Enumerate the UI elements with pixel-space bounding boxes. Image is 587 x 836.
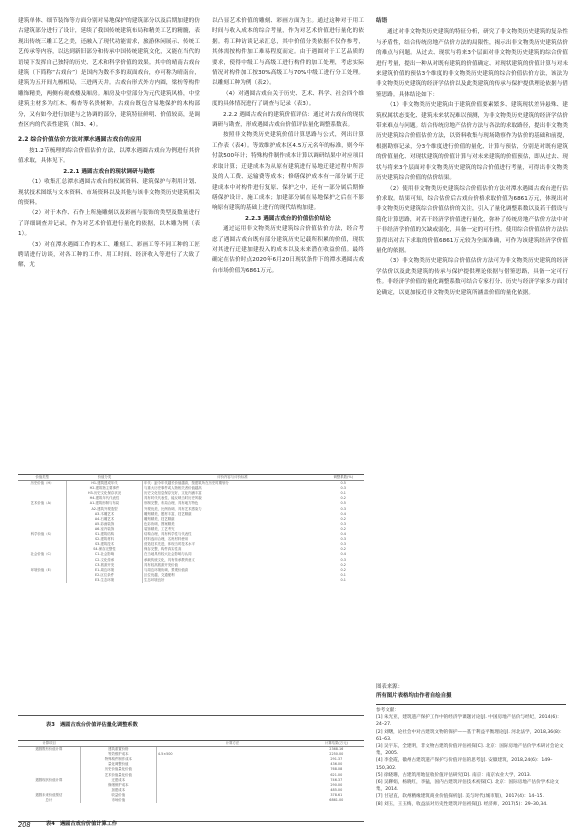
note-label: 图表来源：: [376, 684, 403, 690]
table-cell: 承载传统文化，具有传承教育意义: [144, 557, 195, 562]
table-cell: 0.4: [340, 552, 346, 557]
table-cell: 436.00: [330, 762, 343, 767]
table-4: [18, 740, 364, 822]
table-cell: H3-历史文化保存状况: [66, 491, 142, 496]
section-heading: 2.2 综合价值估价方法对潭水遇圆古戏台的应用: [18, 137, 142, 144]
table-cell: 遇圆现状价值计算: [18, 778, 80, 783]
table-3: [18, 474, 364, 716]
table-cell: C2-文化传承: [66, 558, 142, 563]
table-cell: 环境价值（E）: [18, 568, 66, 573]
table-cell: 具有较高旅游开发价值: [144, 562, 178, 567]
table-cell: 等效维护成本: [80, 752, 156, 757]
paragraph: （2）对于木作、石作上所施雕刻以及彩画与装饰的类型及数量进行了详细调查并记录，作为对艺术价值进行量化的依据，以木雕为例（表1）。: [18, 210, 200, 238]
table-cell: 0.5: [340, 481, 346, 486]
table-3-caption: 表3 遇圆古戏台价值评估量化调整系数: [46, 722, 138, 728]
subsection-heading: 2.2.3 遇圆古戏台的价值估价结论: [245, 215, 331, 222]
table-cell: E3-生态环境: [66, 578, 142, 583]
table-cell: 营造技术先进，体现当时技术水平: [144, 542, 195, 547]
paragraph: （1）收集汇总潭水遇圆古戏台的权属资料、建筑保护与利用计划、现状技术图纸与文本资料、市场资料以及其他与该非文物类历史建筑相关的资料。: [18, 179, 200, 206]
table-header: 计算结果(万元): [309, 741, 364, 747]
reference-item: [4] 李金霞，徽州古建筑遗产保护与价值评估的思考[J]. 安徽建筑，2018,24(6)：149–150,302.: [376, 758, 553, 771]
table-header: 计算项目: [18, 741, 80, 747]
paragraph: （1）非文物类历史建筑由于建筑价值要素繁多、建筑现状差异悬殊、建筑权属状态变化、建筑未来状况难以预测，为非文物类历史建筑的经济学估价带来难点与问题。结合传统房地产估价方法与各法的求取路径，提出非文物类历史建筑综合价值估价方法，以资料收集与现场勘察作为估价的基础和前提，根据勘察记录，分3个维度进行价值的量化、计算与预估，分别是对既有建筑的价值量化、对现状建筑的价值计算与对未来建筑的价值预估，即从过去、现状与将来3个层面对非文物类历史建筑的综合价值进行考量，可得出非文物类历史建筑综合价值的估价结果。: [376, 102, 568, 182]
table-cell: 市场价值: [80, 798, 156, 803]
reference-item: [1] 朱光亚，建筑遗产保护工作中的经济学课题讨论[J]. 中国房地产估价与经纪，2014(6)：24–27.: [376, 715, 562, 728]
table-cell: E1-周边环境: [66, 568, 142, 573]
table-cell: 遇圆未来价值预估: [18, 793, 80, 798]
reference-item: [5] 徐晓珊，古建筑用地征收价值评估研究[D]. 南京：南京农业大学，2013.: [376, 772, 532, 778]
table-header: 价值类型: [18, 475, 66, 481]
table-cell: S4-保存完整性: [66, 547, 142, 552]
table-cell: A1-建筑形制与布局: [66, 501, 142, 506]
paragraph: 通过对非文物类历史建筑的特征分析，研究了非文物类历史建筑的复杂性与矛盾性，结合传统房地产估价方法的局限性，揭示出非文物类历史建筑估价的难点与问题。从过去、现状与将来3个层面对非文物类历史建筑的综合价值进行考量，提出一种从对既有建筑的价值确定、对现状建筑的价值计算与对未来建筑价值的预估3个维度的非文物类历史建筑的综合价值估价方法，该法为非文物类历史建筑的经济学估价以及此类建筑的传承与保护提供理论依据与借鉴思路。具体结论如下：: [376, 29, 568, 98]
table-cell: 总计: [18, 798, 80, 803]
table-cell: 0.2: [340, 547, 346, 552]
table-cell: [156, 798, 308, 803]
table-cell: 装饰精美，工艺考究: [144, 526, 175, 531]
figure-source-note: [376, 683, 451, 701]
table-cell: 0.2: [340, 562, 346, 567]
table-cell: 结构合理，具有科学性与代表性: [144, 532, 192, 537]
table-cell: 具有时代代表性，能反映当时历史风貌: [144, 496, 202, 501]
table-cell: A2-建筑外观造型: [66, 507, 142, 512]
table-row: [18, 578, 364, 583]
table-cell: 0.1: [340, 577, 346, 582]
table-cell: 艺术价值量化价值: [80, 773, 156, 778]
table-cell: 科学价值（S）: [18, 532, 66, 537]
table-cell: 雕刻精美，题材丰富，技艺精湛: [144, 511, 192, 516]
table-cell: 外观优美，比例协调，具有艺术感染力: [144, 506, 202, 511]
table-cell: 收益价值: [80, 793, 156, 798]
table-cell: 与重大历史事件或人物相关者价值越高: [144, 486, 202, 491]
table-cell: 0.2: [340, 567, 346, 572]
table-cell: C3-旅游开发: [66, 563, 142, 568]
table-cell: 2250.00: [329, 752, 344, 757]
table-cell: 迁建成本: [80, 778, 156, 783]
table-cell: 历史文化信息保存完好，文化内涵丰富: [144, 491, 202, 496]
table-cell: 485.00: [330, 787, 343, 792]
table-cell: S1-建筑结构: [66, 532, 142, 537]
table-cell: 修缮保护成本: [80, 783, 156, 788]
table-cell: 在当地具有较大社会影响与认同: [144, 552, 192, 557]
references-title: 参考文献：: [376, 708, 399, 713]
table-cell: A3-木雕艺术: [66, 512, 142, 517]
table-header: 计算方法: [156, 741, 308, 747]
table-header: 价值分类: [66, 475, 142, 481]
subsection-heading: 2.2.1 遇圆古戏台的现状调研与勘察: [63, 168, 155, 175]
paragraph: （2）使用非文物类历史建筑综合价值估价方法对潭水遇圆古戏台进行估价求取。结果可知，综合估价后古戏台价格求取价值为6861万元，体现出对非文物类历史建筑综合价值估价的关注，引入了量化调整系数以及若干假设与简化计算思路，对若干经济学价值进行量化，弥补了传统房地产估价方法中对于非经济学价值的欠缺或弱化，具备一定的可行性。使用综合价值估价方法估算得出对古下求取的价值6861万元较为全面准确，可作为该建筑经济学价值量化的依据。: [376, 185, 568, 254]
table-4-caption: 表4 遇圆古戏台价值计算工作: [46, 821, 118, 827]
table-cell: E2-区位条件: [66, 573, 142, 578]
table-cell: 4.5×500: [157, 752, 173, 757]
paragraph: 按照非文物类历史建筑价值计算思路与公式，列出计算工作表（表4）。等效维护成本区4.5万元名年的标准，则今年付款500年计；特殊构件制作成本计算以调研结果中对应项目求取计算；迁建成本为从原有建筑进行易地迁建过程中所涉及的人工费、运输费等成本；修缮保护成本有一部分属于迁建成本中对构件进行复原、保护之中，还有一部分属后期修缮保护设计、施工成本；加建部分属在易地保护之后在不影响原有建筑的基础上进行的现代结构加建。: [212, 132, 364, 212]
table-cell: 0.3: [340, 557, 346, 562]
table-cell: 0.2: [340, 516, 346, 521]
column-left: [18, 16, 200, 271]
table-cell: A4-石雕艺术: [66, 517, 142, 522]
table-cell: 特殊构件制作成本: [80, 757, 156, 762]
paragraph: 建筑单体、细节装饰等方面分别对易地保护的建筑部分以及后期加建的仿古建筑部分进行了设计，延续了我国传统建筑布局和精美工艺的精髓，表现出传统三雕工艺之美，还融入了现代功能需求，旅游休闲展示、传统工艺传承等内容，以达到新旧部分和传承中国传统建筑文化，又能在当代的语境下发挥自己独特的历史、艺术和科学价值的效果。其中的晴南古戏台建筑（下简称“古戏台”）是国内为数不多的双面戏台，亦可称为晴南台，建筑为五开间九檩相局，三进两天井。古戏台形式外方内圆，梁枋等构件雕饰精美，两侧有观戏楼及厢房。厢房及中堂部分为元代建筑风格，中堂建筑主材多为红木、梅杏等名贵树种。古戏台既包含易地保护的木构部分，又有如今进行加建与之协调的部分，建筑特征鲜明、价值较高，是调查区内的代表性建筑（图3、4）。: [18, 18, 200, 129]
column-right: [376, 16, 568, 298]
table-cell: [18, 578, 66, 583]
conclusion-heading: 结语: [376, 18, 388, 24]
table-cell: 0.2: [340, 526, 346, 531]
value-adjustment-table: [18, 475, 364, 583]
table-cell: 6861.00: [329, 798, 344, 803]
table-cell: 区位优越，交通便利: [144, 572, 175, 577]
table-cell: 历史价值（H）: [18, 481, 66, 487]
table-cell: 768.08: [330, 767, 343, 772]
table-cell: H4-建筑年代代表性: [66, 496, 142, 501]
table-cell: 保存完整，构件真实性高: [144, 547, 182, 552]
table-cell: 生态环境良好: [144, 577, 165, 582]
table-cell: 0.3: [340, 537, 346, 542]
table-cell: 0.3: [340, 506, 346, 511]
table-cell: 材料选用合理，名贵材料使用: [144, 537, 189, 542]
table-cell: 形制完整，布局合理，具有地方特色: [144, 501, 199, 506]
table-cell: 291.37: [330, 757, 343, 762]
table-cell: 0.4: [340, 511, 346, 516]
table-cell: 0.3: [340, 521, 346, 526]
reference-item: [7] 甘冠直，软州精缘建筑商业价值探析[J]. 美与时代(城市版)，2017(4)：14–15.: [376, 794, 544, 800]
table-cell: 艺术价值（A）: [18, 501, 66, 506]
table-row: [18, 798, 364, 803]
table-cell: S3-建筑技术: [66, 542, 142, 547]
table-cell: 色彩协调，图案精美: [144, 521, 175, 526]
paragraph: （3）对在潭水遇圆工作的木工、雕刻工、彩画工等不同工种的工匠聘请进行访谈，对各工种的工作、用工时间、经济收入等进行了大致了解，尤: [18, 241, 200, 269]
reference-item: [6] 吴聊娟，杨晓红，李猛，国内古建筑评估技术初探[C]. 北京：国际房地产估价学术论文集，2014.: [376, 780, 560, 793]
value-calculation-table: [18, 741, 364, 803]
table-cell: 加建成本: [80, 788, 156, 793]
note-text: 所有图片表格均由作者自绘自摄: [376, 693, 452, 699]
table-header: 调整系数(%): [322, 475, 364, 481]
table-cell: 0.1: [340, 491, 346, 496]
table-cell: H2-建筑物主要事件: [66, 486, 142, 491]
column-middle: [212, 16, 364, 276]
table-cell: H1-建筑建成年代: [66, 481, 142, 487]
table-cell: 量化调整价值: [80, 762, 156, 767]
reference-item: [2] 刘曙，论社会中对古建筑文物的保护——基于利益平衡理论[J]. 河北法学，2018,36(8)：61–63.: [376, 729, 565, 742]
subsection-heading: 2.2.2 遇圆古戏台的建筑价值评估：通过对古戏台的现状调研与勘查，形成遇圆古戏台价值评估量化调整系数表。: [212, 111, 364, 129]
table-cell: 建筑重置价格: [80, 747, 156, 753]
table-cell: 746.37: [330, 777, 343, 782]
paragraph: 按1.2节梳理的综合价值估价方法，以潭水遇圆古戏台为例进行其价值求取，具体见下。: [18, 147, 200, 165]
table-cell: A5-彩画装饰: [66, 522, 142, 527]
reference-item: [3] 吴宇东，全建明，非文物古建筑价值评估初探[C]. 北京：国际房地产估价学术研讨会论文集，2005.: [376, 744, 564, 757]
table-header: 评价内容与评价标准: [143, 475, 323, 481]
table-cell: C1-社会影响: [66, 552, 142, 557]
table-cell: 0.1: [340, 572, 346, 577]
table-cell: 0.3: [340, 542, 346, 547]
table-cell: 年代：距今年代越长价值越高，按建筑所在历史时期划分: [144, 481, 229, 486]
table-cell: 雕刻精美，技艺精湛: [144, 516, 175, 521]
table-cell: S2-建筑材料: [66, 537, 142, 542]
table-cell: 378.61: [330, 792, 343, 797]
table-cell: 遇圆既有价值计算: [18, 747, 80, 753]
paragraph: 以凸显艺术价值的雕刻、彩画方面为主。通过这种对于用工时间与收入成本的综合考量，作为对艺术价值进行量化的依据。将工种访谈记录汇总，其中价值分类依据不仅作参考，其体需按构件加工难易程度而定。由于遇圆对于工艺品质的要求，使得中级工与高级工进行构件的加工处理，考虑实际情况对构件加工按30%高级工与70%中级工进行分工处理。以雕刻工种为例（表2）。: [212, 18, 364, 87]
paragraph: 通过运用非文物类历史建筑综合价值估价方法，经合考虑了遇圆古戏台既有部分建筑历史记载所积累的价值，现状对其进行迁建加建投入的成本以及未来潜在收益价值。最终确定在估价时点2020年6月20日现状条件下的潭水遇圆古戏台市场价值为6861万元。: [212, 226, 364, 274]
paragraph: （3）非文物类历史建筑综合价值估价方法可为非文物类历史建筑的经济学估价以及此类建筑的传承与保护提供理论依据与借鉴思路，具备一定可行性。非经济学价值的量化调整系数可结合专家打分、历史与经济学家多方面讨论确定，以更加接近非文物类历史建筑所涵盖价值的量化依据。: [376, 258, 568, 296]
reference-item: [8] 刘玉，王玉梅，收益法对历史性建筑评估初探[J]. 经济师，2017(5)：29–30,34.: [376, 801, 548, 807]
table-cell: 0.3: [340, 486, 346, 491]
references: [376, 704, 566, 808]
paragraph: （4）对遇圆古戏台关于历史、艺术、科学、社会四个维度的具体情况进行了调查与记录（表3）。: [212, 90, 364, 108]
table-cell: A6-室内装饰: [66, 527, 142, 532]
page-number: 208: [18, 821, 31, 829]
table-cell: 0.4: [340, 532, 346, 537]
table-cell: 历史价值量化价值: [80, 767, 156, 772]
table-cell: 0.5: [340, 501, 346, 506]
table-cell: 社会价值（C）: [18, 552, 66, 557]
table-cell: 2368.16: [329, 747, 344, 752]
table-cell: 290.00: [330, 782, 343, 787]
table-cell: 与周边环境协调，景观价值高: [144, 567, 189, 572]
table-cell: 621.00: [330, 772, 343, 777]
table-cell: 0.2: [340, 496, 346, 501]
